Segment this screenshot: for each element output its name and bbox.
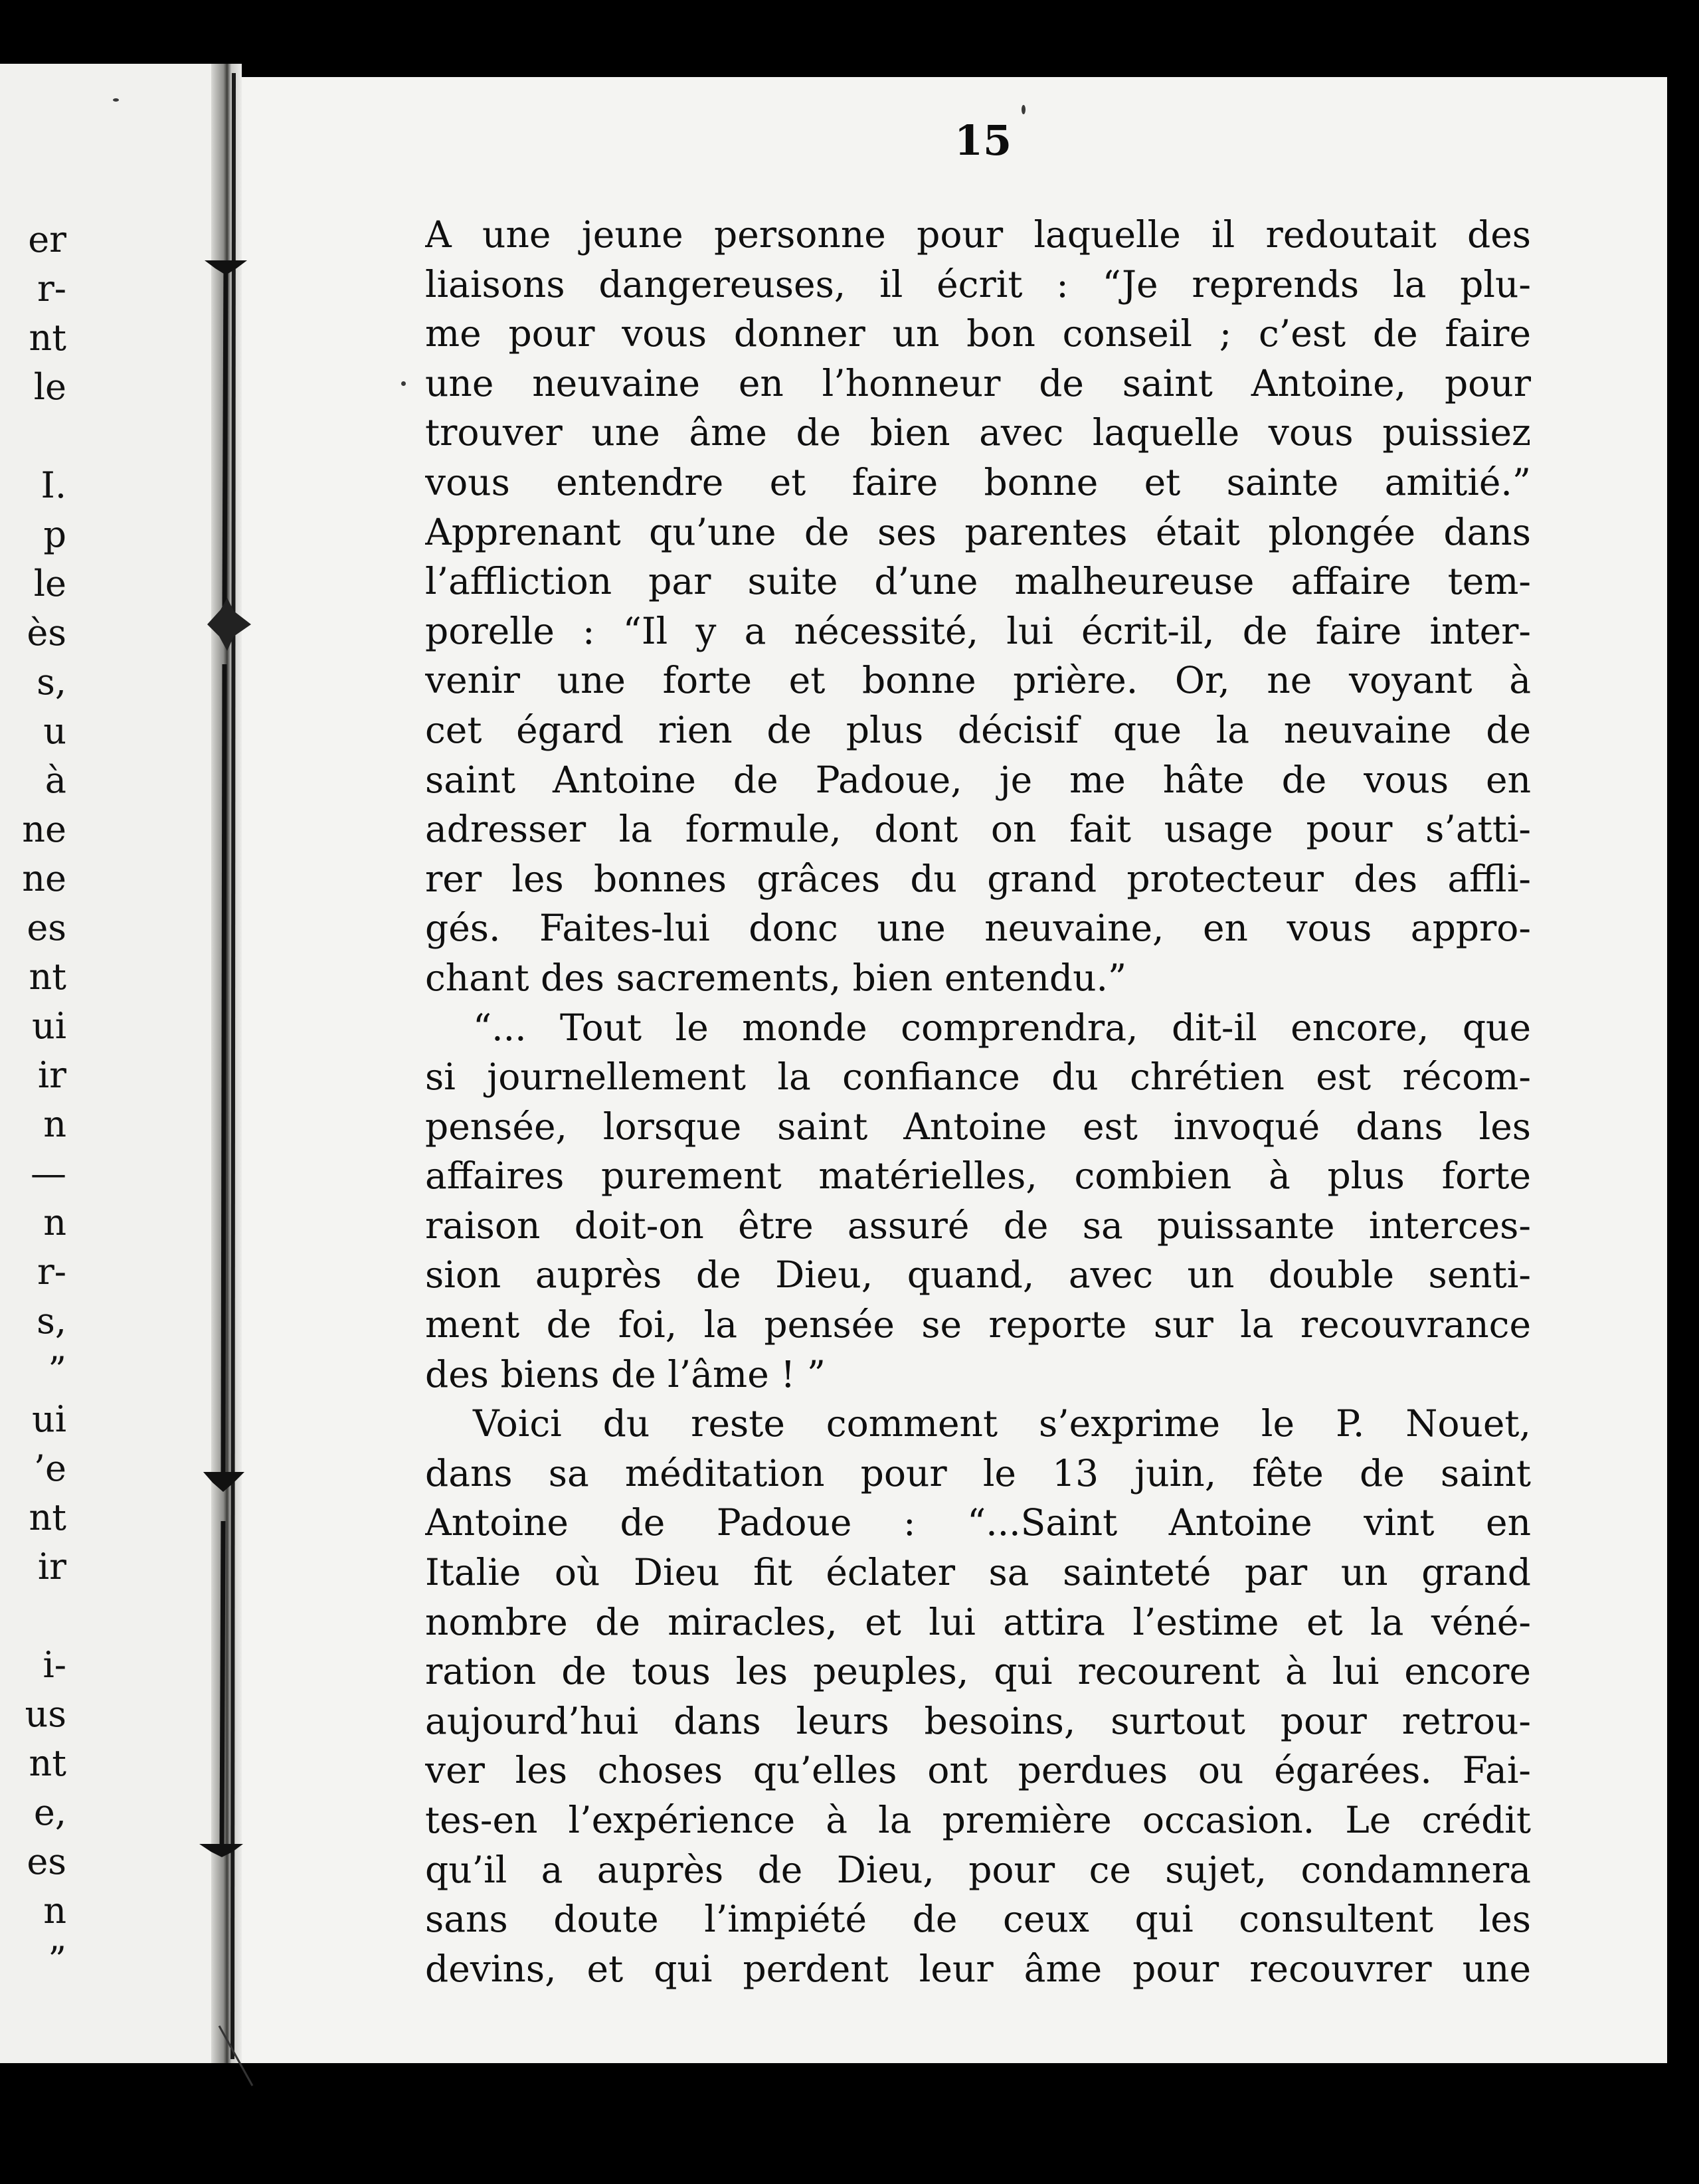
paper-crease xyxy=(219,2026,252,2086)
left-fragment: i- xyxy=(43,1644,66,1686)
text-line: venir une forte et bonne prière. Or, ne voyant à xyxy=(425,659,1531,702)
text-line: Apprenant qu’une de ses parentes était plongée dans xyxy=(425,510,1531,553)
stitch-thread-middle xyxy=(223,664,224,1475)
left-fragment: ’e xyxy=(33,1447,66,1489)
text-line: raison doit-on être assuré de sa puissante interces- xyxy=(425,1204,1531,1247)
left-fragment: nt xyxy=(29,956,66,998)
left-fragment: u xyxy=(43,710,66,752)
text-line: Voici du reste comment s’exprime le P. Nouet, xyxy=(473,1402,1531,1445)
staple-knot-2 xyxy=(207,598,251,651)
dust-speck xyxy=(1022,105,1026,114)
left-fragment: n xyxy=(43,1202,66,1243)
text-line: porelle : “Il y a nécessité, lui écrit-il, de faire inter- xyxy=(425,609,1531,652)
left-fragment: r- xyxy=(37,1251,66,1293)
staple-knot-1 xyxy=(205,260,247,275)
left-fragment: à xyxy=(45,759,66,801)
left-fragment: I. xyxy=(41,464,66,506)
left-fragment: n xyxy=(43,1890,66,1932)
text-line: Antoine de Padoue : “...Saint Antoine vint en xyxy=(425,1501,1531,1544)
text-line: Italie où Dieu fit éclater sa sainteté par un grand xyxy=(425,1551,1531,1594)
stitch-thread-lower xyxy=(222,1521,223,1847)
left-fragment: es xyxy=(27,907,66,949)
text-line: dans sa méditation pour le 13 juin, fête de saint xyxy=(425,1451,1531,1495)
text-line: affaires purement matérielles, combien à plus forte xyxy=(425,1154,1531,1198)
staple-knot-3 xyxy=(203,1472,244,1492)
text-line: saint Antoine de Padoue, je me hâte de vous en xyxy=(425,758,1531,801)
left-fragment: p xyxy=(43,513,66,555)
left-fragment: es xyxy=(27,1841,66,1882)
text-line: trouver une âme de bien avec laquelle vous puissiez xyxy=(425,411,1531,454)
text-line: pensée, lorsque saint Antoine est invoqué dans les xyxy=(425,1105,1531,1148)
left-fragment: ” xyxy=(48,1349,66,1391)
left-fragment: ne xyxy=(22,858,66,899)
text-line: ment de foi, la pensée se reporte sur la recouvrance xyxy=(425,1303,1531,1346)
text-line: cet égard rien de plus décisif que la neuvaine de xyxy=(425,708,1531,751)
text-line: A une jeune personne pour laquelle il redoutait des xyxy=(425,213,1531,256)
text-line: sion auprès de Dieu, quand, avec un double senti- xyxy=(425,1253,1531,1297)
text-line: si journellement la confiance du chrétien est récom- xyxy=(425,1055,1531,1099)
text-line: “... Tout le monde comprendra, dit-il encore, que xyxy=(473,1006,1531,1049)
text-line: aujourd’hui dans leurs besoins, surtout pour retrou- xyxy=(425,1699,1531,1742)
left-fragment: nt xyxy=(29,1497,66,1538)
text-line: une neuvaine en l’honneur de saint Antoine, pour xyxy=(425,361,1531,405)
left-fragment: s, xyxy=(37,1300,66,1342)
left-fragment: ès xyxy=(27,612,66,654)
left-fragment: ” xyxy=(48,1939,66,1981)
text-line: chant des sacrements, bien entendu.” xyxy=(425,956,1127,999)
left-fragment: r- xyxy=(37,268,66,310)
page-number: 15 xyxy=(954,116,1012,165)
left-fragment: ne xyxy=(22,808,66,850)
text-line: des biens de l’âme ! ” xyxy=(425,1352,826,1396)
text-line: ration de tous les peuples, qui recourent à lui encore xyxy=(425,1650,1531,1693)
text-line: rer les bonnes grâces du grand protecteur des affli- xyxy=(425,857,1531,900)
left-fragment: e, xyxy=(33,1791,66,1833)
stitch-thread-upper xyxy=(224,262,226,611)
text-line: liaisons dangereuses, il écrit : “Je reprends la plu- xyxy=(425,262,1531,306)
text-line: gés. Faites-lui donc une neuvaine, en vous appro- xyxy=(425,907,1531,950)
text-line: sans doute l’impiété de ceux qui consultent les xyxy=(425,1898,1531,1941)
text-line: vous entendre et faire bonne et sainte amitié.” xyxy=(425,460,1531,503)
dust-speck xyxy=(401,381,406,386)
text-line: nombre de miracles, et lui attira l’estime et la véné- xyxy=(425,1600,1531,1643)
left-fragment: s, xyxy=(37,661,66,703)
left-fragment: us xyxy=(25,1693,66,1735)
left-fragment: n xyxy=(43,1103,66,1145)
left-fragment: ir xyxy=(37,1546,66,1588)
body-text xyxy=(425,210,1531,1993)
left-fragment: ui xyxy=(31,1005,66,1047)
text-line: me pour vous donner un bon conseil ; c’est de faire xyxy=(425,312,1531,355)
text-line: l’affliction par suite d’une malheureuse affaire tem- xyxy=(425,560,1531,603)
text-line: tes-en l’expérience à la première occasion. Le crédit xyxy=(425,1799,1531,1841)
gutter-fold-line xyxy=(232,73,234,2059)
left-fragment: nt xyxy=(29,317,66,359)
left-fragment: le xyxy=(33,563,66,604)
text-line: devins, et qui perdent leur âme pour recouvrer une xyxy=(425,1947,1531,1990)
text-line: ver les choses qu’elles ont perdues ou égarées. Fai- xyxy=(425,1749,1531,1792)
left-fragment: ir xyxy=(37,1054,66,1096)
left-fragment: — xyxy=(31,1152,66,1194)
left-fragment: er xyxy=(28,219,66,260)
left-fragment: ui xyxy=(31,1398,66,1440)
text-line: adresser la formule, dont on fait usage pour s’atti- xyxy=(425,808,1531,851)
dust-speck xyxy=(113,98,119,102)
staple-knot-4 xyxy=(199,1844,243,1857)
text-line: qu’il a auprès de Dieu, pour ce sujet, condamnera xyxy=(425,1848,1531,1891)
left-fragment: nt xyxy=(29,1742,66,1784)
left-fragment: le xyxy=(33,366,66,408)
